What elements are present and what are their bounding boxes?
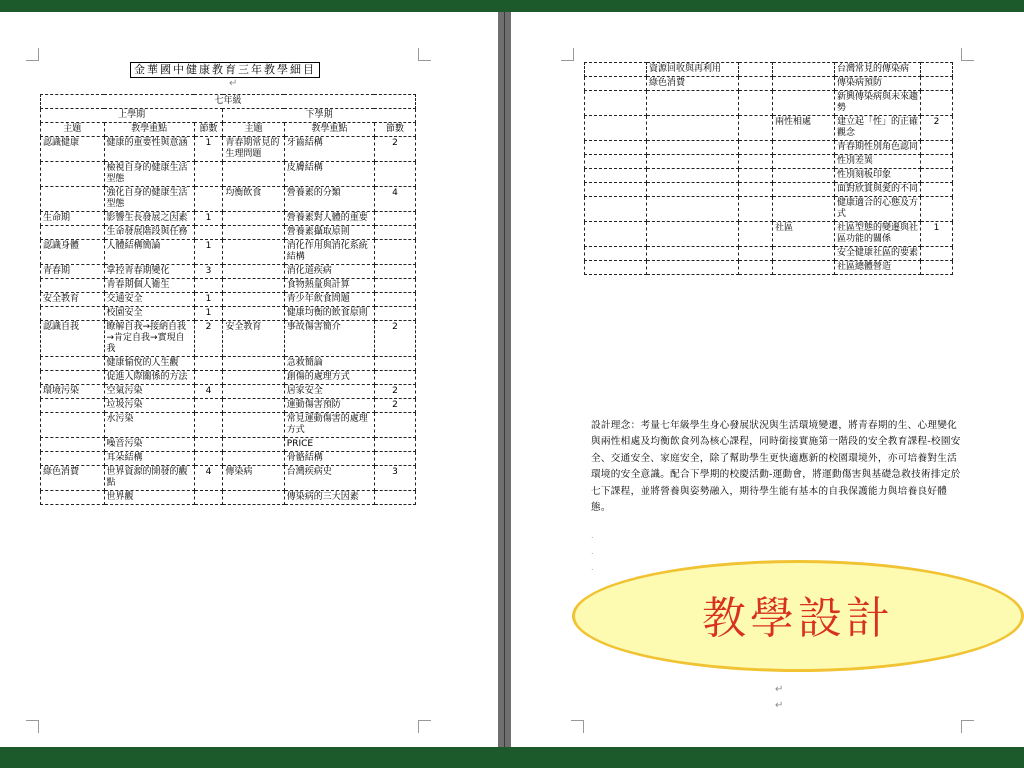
table-row	[41, 137, 416, 162]
table-cell	[194, 399, 223, 413]
table-cell: 人體結構簡論	[104, 240, 194, 265]
semester-header: 下學期	[223, 109, 416, 123]
table-cell	[223, 438, 284, 452]
table-row	[41, 307, 416, 321]
empty-paragraph-marks: . . .	[591, 531, 594, 572]
table-cell	[585, 116, 647, 141]
grade-header: 七年級	[41, 95, 416, 109]
table-row	[41, 265, 416, 279]
table-cell	[585, 222, 647, 247]
crop-mark	[561, 48, 574, 61]
table-cell: 青春期	[41, 265, 105, 279]
table-cell: 性別刻板印象	[835, 169, 921, 183]
table-cell	[647, 222, 739, 247]
table-row	[41, 321, 416, 357]
table-cell: 安全教育	[223, 321, 284, 357]
column-header: 節數	[194, 123, 223, 137]
table-cell	[585, 63, 647, 77]
table-cell	[41, 226, 105, 240]
table-cell: 影響生長發展之因素	[104, 212, 194, 226]
table-cell: 兩性相處	[773, 116, 835, 141]
table-cell	[773, 77, 835, 91]
table-row	[585, 141, 953, 155]
return-mark: ↵	[229, 78, 238, 89]
crop-mark	[26, 48, 39, 61]
design-philosophy-text: 設計理念：考量七年級學生身心發展狀況與生活環境變遷，將青春期的生、心理變化與兩性相處及均衡飲食列為核心課程，同時銜接實施第一階段的安全教育課程-校園安全、交通安全、家庭安全，除了幫助學生更快適應新的校園環境外，亦可培養對生活環境的安全意識。配合下學期的校慶活動-運動會，將運動傷害與基礎急救技術排定於七下課程，並將營養與姿勢融入，期待學生能有基本的自我保護能力與培養良好體態。	[591, 420, 961, 514]
table-cell	[585, 197, 647, 222]
table-cell	[41, 452, 105, 466]
table-cell	[921, 261, 953, 275]
table-cell: 健康適合的心態及方式	[835, 197, 921, 222]
table-cell: 2	[374, 137, 415, 162]
curriculum-table-left	[40, 94, 416, 505]
table-cell: 4	[194, 385, 223, 399]
table-cell: 3	[374, 466, 415, 491]
table-cell	[921, 197, 953, 222]
table-cell: 營養素攝取原則	[284, 226, 374, 240]
table-cell: 均衡飲食	[223, 187, 284, 212]
table-row	[585, 169, 953, 183]
table-cell: 水污染	[104, 413, 194, 438]
table-cell: 2	[374, 321, 415, 357]
table-cell	[773, 247, 835, 261]
table-cell	[374, 491, 415, 505]
table-cell	[41, 279, 105, 293]
table-row	[41, 162, 416, 187]
table-cell	[585, 261, 647, 275]
table-cell	[773, 91, 835, 116]
table-cell	[374, 212, 415, 226]
table-row	[41, 491, 416, 505]
table-cell	[739, 77, 773, 91]
return-mark: ↵	[775, 684, 784, 695]
table-row	[41, 466, 416, 491]
table-cell: 1	[921, 222, 953, 247]
table-cell	[921, 247, 953, 261]
table-cell	[194, 371, 223, 385]
crop-mark	[418, 48, 431, 61]
table-row	[585, 183, 953, 197]
table-cell	[647, 91, 739, 116]
table-cell	[647, 169, 739, 183]
column-header: 教學重點	[284, 123, 374, 137]
table-cell	[41, 187, 105, 212]
table-cell	[374, 226, 415, 240]
table-row	[41, 226, 416, 240]
table-cell: 消化作用與消化系統結構	[284, 240, 374, 265]
table-cell: 安全教育	[41, 293, 105, 307]
table-cell: 交通安全	[104, 293, 194, 307]
table-cell	[374, 413, 415, 438]
table-row	[41, 452, 416, 466]
table-cell	[41, 307, 105, 321]
table-cell	[921, 169, 953, 183]
table-cell: 強化自身的健康生活型態	[104, 187, 194, 212]
table-cell: 急救簡論	[284, 357, 374, 371]
table-cell: 認識自我	[41, 321, 105, 357]
table-cell: 建立起「性」的正確觀念	[835, 116, 921, 141]
table-cell	[223, 399, 284, 413]
table-cell	[921, 91, 953, 116]
table-cell: 生命發展階段與任務	[104, 226, 194, 240]
table-cell	[647, 116, 739, 141]
table-cell: 性別差異	[835, 155, 921, 169]
table-cell	[921, 141, 953, 155]
column-header: 教學重點	[104, 123, 194, 137]
table-cell	[647, 261, 739, 275]
column-header: 主題	[41, 123, 105, 137]
table-cell	[739, 141, 773, 155]
table-row	[41, 371, 416, 385]
table-cell: 空氣污染	[104, 385, 194, 399]
table-cell	[223, 413, 284, 438]
table-cell	[739, 63, 773, 77]
table-cell	[194, 452, 223, 466]
table-cell	[194, 279, 223, 293]
table-cell: 認識身體	[41, 240, 105, 265]
table-cell	[194, 438, 223, 452]
table-cell: PRICE	[284, 438, 374, 452]
table-cell: 營養素對人體的重要	[284, 212, 374, 226]
table-cell	[223, 279, 284, 293]
table-cell	[647, 197, 739, 222]
document-title: 金華國中健康教育三年教學細目	[130, 62, 320, 78]
table-cell	[194, 187, 223, 212]
table-cell: 新興傳染病與未來趨勢	[835, 91, 921, 116]
table-cell: 綠色消費	[647, 77, 739, 91]
table-cell: 耳朵結構	[104, 452, 194, 466]
table-cell	[739, 261, 773, 275]
top-bar	[0, 0, 1024, 12]
table-cell: 2	[921, 116, 953, 141]
table-row	[585, 116, 953, 141]
table-cell: 青春期常見的生理問題	[223, 137, 284, 162]
table-cell	[585, 247, 647, 261]
table-cell: 社區型態的變遷與社區功能的關係	[835, 222, 921, 247]
table-cell	[773, 197, 835, 222]
column-header: 節數	[374, 123, 415, 137]
table-cell: 創傷的處理方式	[284, 371, 374, 385]
table-cell: 食物熱量與計算	[284, 279, 374, 293]
table-row	[41, 240, 416, 265]
table-cell: 傳染病	[223, 466, 284, 491]
table-cell: 世界觀	[104, 491, 194, 505]
table-row	[585, 197, 953, 222]
table-cell	[374, 240, 415, 265]
table-cell: 傳染病的三大因素	[284, 491, 374, 505]
table-cell: 牙齒結構	[284, 137, 374, 162]
page-divider	[498, 12, 511, 747]
table-cell: 面對欣賞與愛的不同	[835, 183, 921, 197]
table-cell	[223, 240, 284, 265]
table-cell: 環境污染	[41, 385, 105, 399]
table-cell	[374, 438, 415, 452]
table-cell	[739, 197, 773, 222]
table-cell	[41, 162, 105, 187]
table-row	[41, 438, 416, 452]
table-row	[585, 247, 953, 261]
table-cell: 2	[374, 399, 415, 413]
table-cell	[585, 141, 647, 155]
return-mark: ↵	[775, 700, 784, 711]
table-cell: 促進人際關係的方法	[104, 371, 194, 385]
table-cell	[773, 169, 835, 183]
table-row	[585, 222, 953, 247]
table-cell: 運動傷害預防	[284, 399, 374, 413]
curriculum-table-right	[584, 62, 953, 275]
table-cell	[194, 413, 223, 438]
callout-label: 教學設計	[702, 593, 894, 644]
table-cell: 4	[374, 187, 415, 212]
table-row	[41, 357, 416, 371]
teaching-design-callout[interactable]	[572, 560, 1024, 672]
table-cell	[223, 293, 284, 307]
table-cell	[921, 183, 953, 197]
table-cell	[223, 452, 284, 466]
table-cell: 校園安全	[104, 307, 194, 321]
table-cell: 青少年飲食問題	[284, 293, 374, 307]
table-cell: 居家安全	[284, 385, 374, 399]
table-cell	[739, 222, 773, 247]
table-cell	[739, 91, 773, 116]
table-cell: 健康愉悅的人生觀	[104, 357, 194, 371]
table-cell: 2	[194, 321, 223, 357]
table-cell: 世界資源的開發的觀點	[104, 466, 194, 491]
table-cell	[773, 63, 835, 77]
table-cell: 社區總體營造	[835, 261, 921, 275]
table-cell: 4	[194, 466, 223, 491]
table-cell	[41, 438, 105, 452]
table-cell: 檢視自身的健康生活型態	[104, 162, 194, 187]
table-cell	[585, 91, 647, 116]
table-cell	[739, 247, 773, 261]
table-cell	[739, 169, 773, 183]
document-page-left	[0, 12, 498, 747]
table-cell: 1	[194, 240, 223, 265]
table-cell	[223, 212, 284, 226]
table-cell	[921, 77, 953, 91]
table-cell	[223, 307, 284, 321]
table-cell	[773, 261, 835, 275]
table-cell: 青春期性別角色認同	[835, 141, 921, 155]
table-cell	[647, 247, 739, 261]
table-cell	[647, 183, 739, 197]
table-cell: 台灣疾病史	[284, 466, 374, 491]
table-cell	[647, 141, 739, 155]
crop-mark	[418, 720, 431, 733]
table-cell	[921, 155, 953, 169]
table-cell: 噪音污染	[104, 438, 194, 452]
table-cell: 社區	[773, 222, 835, 247]
table-cell: 1	[194, 293, 223, 307]
column-header: 主題	[223, 123, 284, 137]
table-cell	[739, 116, 773, 141]
table-cell: 台灣常見的傳染病	[835, 63, 921, 77]
table-cell: 健康均衡的飲食原則	[284, 307, 374, 321]
table-cell	[374, 357, 415, 371]
table-cell	[223, 385, 284, 399]
table-cell	[41, 413, 105, 438]
table-cell: 生命期	[41, 212, 105, 226]
table-cell	[194, 491, 223, 505]
table-cell	[773, 141, 835, 155]
bottom-bar	[0, 747, 1024, 768]
table-cell: 1	[194, 137, 223, 162]
table-cell: 事故傷害簡介	[284, 321, 374, 357]
semester-header: 上學期	[41, 109, 223, 123]
table-cell: 1	[194, 307, 223, 321]
table-row	[585, 77, 953, 91]
table-cell	[585, 77, 647, 91]
table-cell	[223, 491, 284, 505]
table-cell	[374, 307, 415, 321]
table-cell: 3	[194, 265, 223, 279]
table-cell: 營養素的分類	[284, 187, 374, 212]
crop-mark	[961, 48, 974, 61]
table-cell	[374, 293, 415, 307]
table-row	[585, 63, 953, 77]
table-cell: 垃圾污染	[104, 399, 194, 413]
table-cell	[585, 183, 647, 197]
table-cell	[41, 399, 105, 413]
table-cell	[41, 491, 105, 505]
table-cell	[374, 279, 415, 293]
table-cell	[585, 169, 647, 183]
crop-mark	[571, 720, 584, 733]
table-cell: 消化道疾病	[284, 265, 374, 279]
table-cell	[223, 357, 284, 371]
table-row	[41, 279, 416, 293]
table-row	[41, 413, 416, 438]
table-row	[41, 385, 416, 399]
table-cell: 骨骼結構	[284, 452, 374, 466]
table-cell	[773, 155, 835, 169]
table-row	[41, 399, 416, 413]
table-cell: 瞭解自我→接納自我→肯定自我→實現自我	[104, 321, 194, 357]
table-cell	[194, 357, 223, 371]
table-cell: 傳染病預防	[835, 77, 921, 91]
crop-mark	[26, 720, 39, 733]
table-cell: 常見運動傷害的處理方式	[284, 413, 374, 438]
table-cell	[739, 183, 773, 197]
table-cell	[585, 155, 647, 169]
table-row	[585, 155, 953, 169]
table-row	[41, 293, 416, 307]
table-cell	[374, 371, 415, 385]
table-cell: 2	[374, 385, 415, 399]
table-cell	[374, 265, 415, 279]
crop-mark	[961, 720, 974, 733]
table-cell	[41, 371, 105, 385]
table-cell: 1	[194, 212, 223, 226]
table-cell	[223, 371, 284, 385]
table-row	[41, 212, 416, 226]
table-cell: 資源回收與再利用	[647, 63, 739, 77]
table-cell	[223, 162, 284, 187]
table-row	[585, 91, 953, 116]
table-cell	[773, 183, 835, 197]
table-cell	[374, 452, 415, 466]
table-cell	[194, 226, 223, 240]
table-cell	[194, 162, 223, 187]
table-cell: 皮膚結構	[284, 162, 374, 187]
table-cell: 青春期個人衛生	[104, 279, 194, 293]
table-cell	[41, 357, 105, 371]
table-row	[41, 187, 416, 212]
table-cell	[739, 155, 773, 169]
table-row	[585, 261, 953, 275]
table-cell: 健康的重要性與意涵	[104, 137, 194, 162]
table-cell: 認識健康	[41, 137, 105, 162]
table-cell: 綠色消費	[41, 466, 105, 491]
table-cell	[921, 63, 953, 77]
table-cell	[647, 155, 739, 169]
table-cell: 掌控青春期變化	[104, 265, 194, 279]
table-cell	[223, 226, 284, 240]
table-cell	[374, 162, 415, 187]
table-cell: 安全健康社區的要素	[835, 247, 921, 261]
table-cell	[223, 265, 284, 279]
